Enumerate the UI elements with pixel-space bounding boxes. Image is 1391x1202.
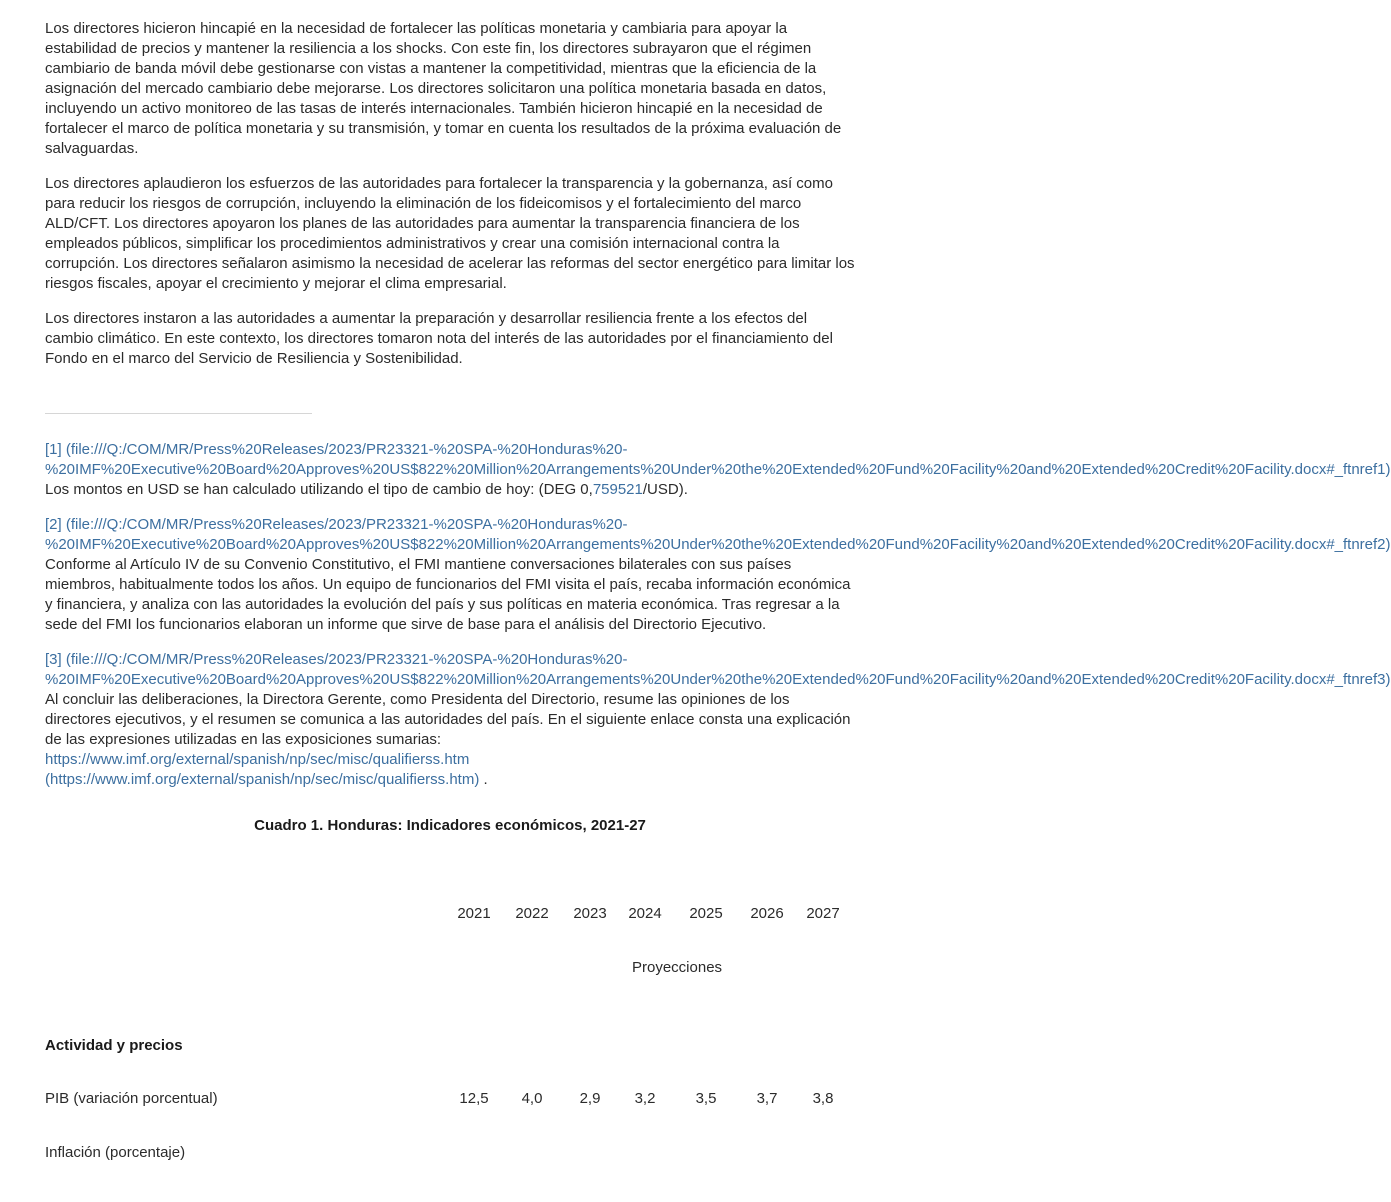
footnote-ref-link-1[interactable]: [1] (file:///Q:/COM/MR/Press%20Releases/2023/PR23321-%20SPA-%20Honduras%20- — [45, 441, 628, 458]
year-header: 2022 — [515, 905, 549, 922]
row-label: PIB (variación porcentual) — [45, 1090, 218, 1107]
year-header: 2026 — [750, 905, 784, 922]
footnote-1 — [45, 440, 1391, 500]
footnote-text: Los montos en USD se han calculado utilizando el tipo de cambio de hoy: (DEG 0, — [45, 481, 593, 498]
projections-label: Proyecciones — [632, 959, 723, 976]
table-cell: 3,7 — [756, 1090, 778, 1107]
year-header: 2021 — [457, 905, 491, 922]
table-cell: 3,2 — [634, 1090, 656, 1107]
paragraph: Los directores aplaudieron los esfuerzos de las autoridades para fortalecer la transparencia y la gobernanza, así como para reducir los riesgos de corrupción, incluyendo la eliminación de los fideicomisos y el fortalecimiento del marco ALD/CFT. Los directores apoyaron los planes de las autoridades para aumentar la transparencia financiera de los empleados públicos, simplificar los procedimientos administrativos y crear una comisión internacional contra la corrupción. Los directores señalaron asimismo la necesidad de acelerar las reformas del sector energético para limitar los riesgos fiscales, apoyar el crecimiento y mejorar el clima empresarial. — [45, 175, 855, 292]
footnote-ref-link-3-cont[interactable]: %20IMF%20Executive%20Board%20Approves%20US$822%20Million%20Arrangements%20Under%20the%20Extended%20Fund%20Facility%20and%20Extended%20Credit%20Facility.docx#_ftnref3) — [45, 671, 1391, 688]
paragraph: Los directores hicieron hincapié en la necesidad de fortalecer las políticas monetaria y cambiaria para apoyar la estabilidad de precios y mantener la resiliencia a los shocks. Con este fin, los directores subrayaron que el régimen cambiario de banda móvil debe gestionarse con vistas a mantener la competitividad, mientras que la eficiencia de la asignación del mercado cambiario debe mejorarse. Los directores solicitaron una política monetaria basada en datos, incluyendo un activo monitoreo de las tasas de interés internacionales. También hicieron hincapié en la necesidad de fortalecer el marco de política monetaria y su transmisión, y tomar en cuenta los resultados de la próxima evaluación de salvaguardas. — [45, 20, 842, 157]
paragraph: Los directores instaron a las autoridades a aumentar la preparación y desarrollar resiliencia frente a los efectos del cambio climático. En este contexto, los directores tomaron nota del interés de las autoridades por el financiamiento del Fondo en el marco del Servicio de Resiliencia y Sostenibilidad. — [45, 310, 833, 367]
footnote-ref-link-3[interactable]: [3] (file:///Q:/COM/MR/Press%20Releases/2023/PR23321-%20SPA-%20Honduras%20- — [45, 651, 628, 668]
footnote-2 — [45, 515, 1391, 635]
table-cell: 4,0 — [521, 1090, 543, 1107]
year-header: 2024 — [628, 905, 662, 922]
table-cell: 3,5 — [695, 1090, 717, 1107]
qualifiers-link[interactable]: https://www.imf.org/external/spanish/np/sec/misc/qualifierss.htm — [45, 751, 470, 768]
year-header: 2027 — [806, 905, 840, 922]
year-header: 2025 — [689, 905, 723, 922]
exchange-rate-link[interactable]: 759521 — [592, 481, 643, 498]
footnote-text: Al concluir las deliberaciones, la Directora Gerente, como Presidenta del Directorio, resume las opiniones de los directores ejecutivos, y el resumen se comunica a las autoridades del país. En el siguiente enlace consta una explicación de las expresiones utilizadas en las exposiciones sumarias: — [45, 691, 851, 748]
footnote-divider — [45, 413, 312, 414]
footnote-ref-link-2-cont[interactable]: %20IMF%20Executive%20Board%20Approves%20US$822%20Million%20Arrangements%20Under%20the%20Extended%20Fund%20Facility%20and%20Extended%20Credit%20Facility.docx#_ftnref2) — [45, 536, 1391, 553]
footnote-text-end: . — [479, 771, 488, 788]
footnote-ref-link-1-cont[interactable]: %20IMF%20Executive%20Board%20Approves%20US$822%20Million%20Arrangements%20Under%20the%20Extended%20Fund%20Facility%20and%20Extended%20Credit%20Facility.docx#_ftnref1) — [45, 461, 1391, 478]
section-heading-row — [45, 1036, 865, 1056]
year-header: 2023 — [573, 905, 607, 922]
table-caption: Cuadro 1. Honduras: Indicadores económicos, 2021-27 — [254, 817, 646, 834]
footnote-text: Conforme al Artículo IV de su Convenio Constitutivo, el FMI mantiene conversaciones bilaterales con sus países miembros, habitualmente todos los años. Un equipo de funcionarios del FMI visita el país, recaba información económica y financiera, y analiza con las autoridades la evolución del país y sus políticas en materia económica. Tras regresar a la sede del FMI los funcionarios elaboran un informe que sirve de base para el análisis del Directorio Ejecutivo. — [45, 556, 851, 633]
table-row — [45, 1143, 865, 1163]
table-row — [45, 1089, 865, 1109]
projections-row — [45, 958, 865, 978]
row-label: Inflación (porcentaje) — [45, 1144, 186, 1161]
table-cell: 2,9 — [579, 1090, 601, 1107]
section-heading: Actividad y precios — [45, 1037, 183, 1054]
footnote-text-end: /USD). — [642, 481, 688, 498]
press-release-body — [45, 19, 1391, 836]
footnote-ref-link-2[interactable]: [2] (file:///Q:/COM/MR/Press%20Releases/2023/PR23321-%20SPA-%20Honduras%20- — [45, 516, 628, 533]
table-cell: 12,5 — [459, 1090, 489, 1107]
footnote-3 — [45, 650, 1391, 790]
qualifiers-link-paren[interactable]: (https://www.imf.org/external/spanish/np/sec/misc/qualifierss.htm) — [45, 771, 480, 788]
table-cell: 3,8 — [812, 1090, 834, 1107]
table-header-row — [45, 904, 865, 924]
